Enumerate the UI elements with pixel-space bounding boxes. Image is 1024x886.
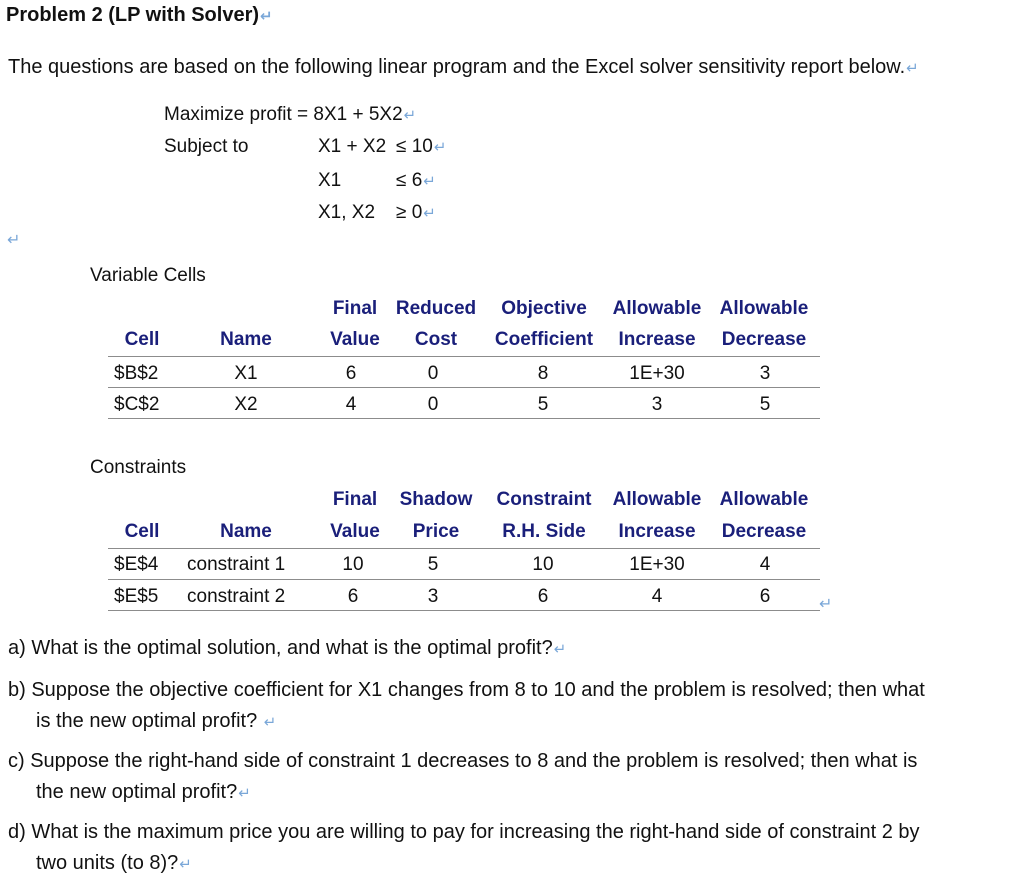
con-row-1-final: 10 — [342, 554, 364, 575]
paragraph-mark-icon: ↵ — [819, 594, 833, 613]
con-header-value: Value — [330, 521, 380, 542]
var-bottom-rule — [108, 418, 820, 419]
lp-constraint-1-rel: ≤ 10↵ — [396, 136, 447, 157]
var-header-cost: Cost — [414, 329, 458, 350]
con-row-1-rhs: 10 — [532, 554, 554, 575]
var-header-cell: Cell — [124, 329, 160, 350]
lp-constraint-3-rel: ≥ 0↵ — [396, 202, 436, 223]
con-header-decrease: Decrease — [721, 521, 807, 542]
con-row-2-rhs: 6 — [537, 586, 549, 607]
var-header-allowable-dec: Allowable — [719, 298, 809, 319]
problem-title: Problem 2 (LP with Solver)↵ — [6, 4, 273, 26]
paragraph-mark-icon: ↵ — [553, 640, 567, 658]
con-bottom-rule — [108, 610, 820, 611]
con-row-1-price: 5 — [427, 554, 439, 575]
con-row-rule — [108, 579, 820, 580]
var-row-2-final: 4 — [345, 394, 357, 415]
lp-subject-to: Subject to — [164, 136, 249, 157]
paragraph-mark-icon: ↵ — [7, 230, 21, 249]
con-row-2-increase: 4 — [651, 586, 663, 607]
var-row-2-increase: 3 — [651, 394, 663, 415]
con-row-1-increase: 1E+30 — [629, 554, 685, 575]
con-header-price: Price — [412, 521, 460, 542]
var-row-1-cell: $B$2 — [114, 363, 159, 384]
var-row-2-name: X2 — [234, 394, 258, 415]
con-header-shadow: Shadow — [399, 489, 473, 510]
var-header-decrease: Decrease — [721, 329, 807, 350]
lp-objective: Maximize profit = 8X1 + 5X2↵ — [164, 104, 417, 125]
constraints-label: Constraints — [90, 457, 187, 478]
var-header-final: Final — [332, 298, 378, 319]
con-header-allowable-inc: Allowable — [612, 489, 702, 510]
question-c: c) Suppose the right-hand side of constraint 1 decreases to 8 and the problem is resolved; then what is the new optimal profit?↵ — [8, 750, 918, 803]
con-header-rule — [108, 548, 820, 549]
lp-constraint-2-lhs: X1 — [318, 170, 342, 191]
con-row-1-cell: $E$4 — [114, 554, 159, 575]
var-row-1-reduced: 0 — [427, 363, 439, 384]
var-row-2-reduced: 0 — [427, 394, 439, 415]
con-header-constraint: Constraint — [496, 489, 592, 510]
variable-cells-label: Variable Cells — [90, 265, 206, 286]
var-header-value: Value — [330, 329, 380, 350]
var-row-2-objective: 5 — [537, 394, 549, 415]
con-row-1-decrease: 4 — [759, 554, 771, 575]
var-row-1-decrease: 3 — [759, 363, 771, 384]
var-row-1-increase: 1E+30 — [629, 363, 685, 384]
var-header-rule — [108, 356, 820, 357]
paragraph-mark-icon: ↵ — [433, 138, 447, 156]
con-row-2-name: constraint 2 — [187, 586, 286, 607]
con-header-final: Final — [332, 489, 378, 510]
var-row-rule — [108, 387, 820, 388]
question-a: a) What is the optimal solution, and what is the optimal profit?↵ — [8, 637, 567, 659]
var-header-coefficient: Coefficient — [494, 329, 594, 350]
lp-constraint-1-lhs: X1 + X2 — [318, 136, 387, 157]
var-row-1-name: X1 — [234, 363, 258, 384]
paragraph-mark-icon: ↵ — [906, 59, 919, 77]
intro-text: The questions are based on the following linear program and the Excel solver sensitivity report below.↵ — [8, 56, 919, 78]
var-row-1-final: 6 — [345, 363, 357, 384]
paragraph-mark-icon: ↵ — [423, 204, 436, 222]
question-b: b) Suppose the objective coefficient for X1 changes from 8 to 10 and the problem is resolved; then what is the new optimal profit? ↵ — [8, 679, 925, 732]
con-header-allowable-dec: Allowable — [719, 489, 809, 510]
paragraph-mark-icon: ↵ — [179, 855, 192, 873]
con-header-rhs: R.H. Side — [502, 521, 586, 542]
paragraph-mark-icon: ↵ — [403, 106, 417, 124]
con-header-increase: Increase — [618, 521, 696, 542]
var-header-increase: Increase — [618, 329, 696, 350]
con-row-2-price: 3 — [427, 586, 439, 607]
var-row-2-cell: $C$2 — [114, 394, 160, 415]
con-header-name: Name — [220, 521, 272, 542]
paragraph-mark-icon: ↵ — [423, 172, 436, 190]
paragraph-mark-icon: ↵ — [260, 7, 273, 25]
lp-constraint-2-rel: ≤ 6↵ — [396, 170, 436, 191]
var-row-1-objective: 8 — [537, 363, 549, 384]
var-header-reduced: Reduced — [395, 298, 477, 319]
var-row-2-decrease: 5 — [759, 394, 771, 415]
paragraph-mark-icon: ↵ — [263, 713, 277, 731]
con-row-1-name: constraint 1 — [187, 554, 286, 575]
con-row-2-final: 6 — [347, 586, 359, 607]
var-header-allowable-inc: Allowable — [612, 298, 702, 319]
question-d: d) What is the maximum price you are willing to pay for increasing the right-hand side of constraint 2 by two units (to 8)?↵ — [8, 821, 920, 874]
con-row-2-decrease: 6 — [759, 586, 771, 607]
lp-constraint-3-lhs: X1, X2 — [318, 202, 376, 223]
con-header-cell: Cell — [124, 521, 160, 542]
con-row-2-cell: $E$5 — [114, 586, 159, 607]
var-header-name: Name — [220, 329, 272, 350]
paragraph-mark-icon: ↵ — [238, 784, 251, 802]
var-header-objective: Objective — [501, 298, 587, 319]
